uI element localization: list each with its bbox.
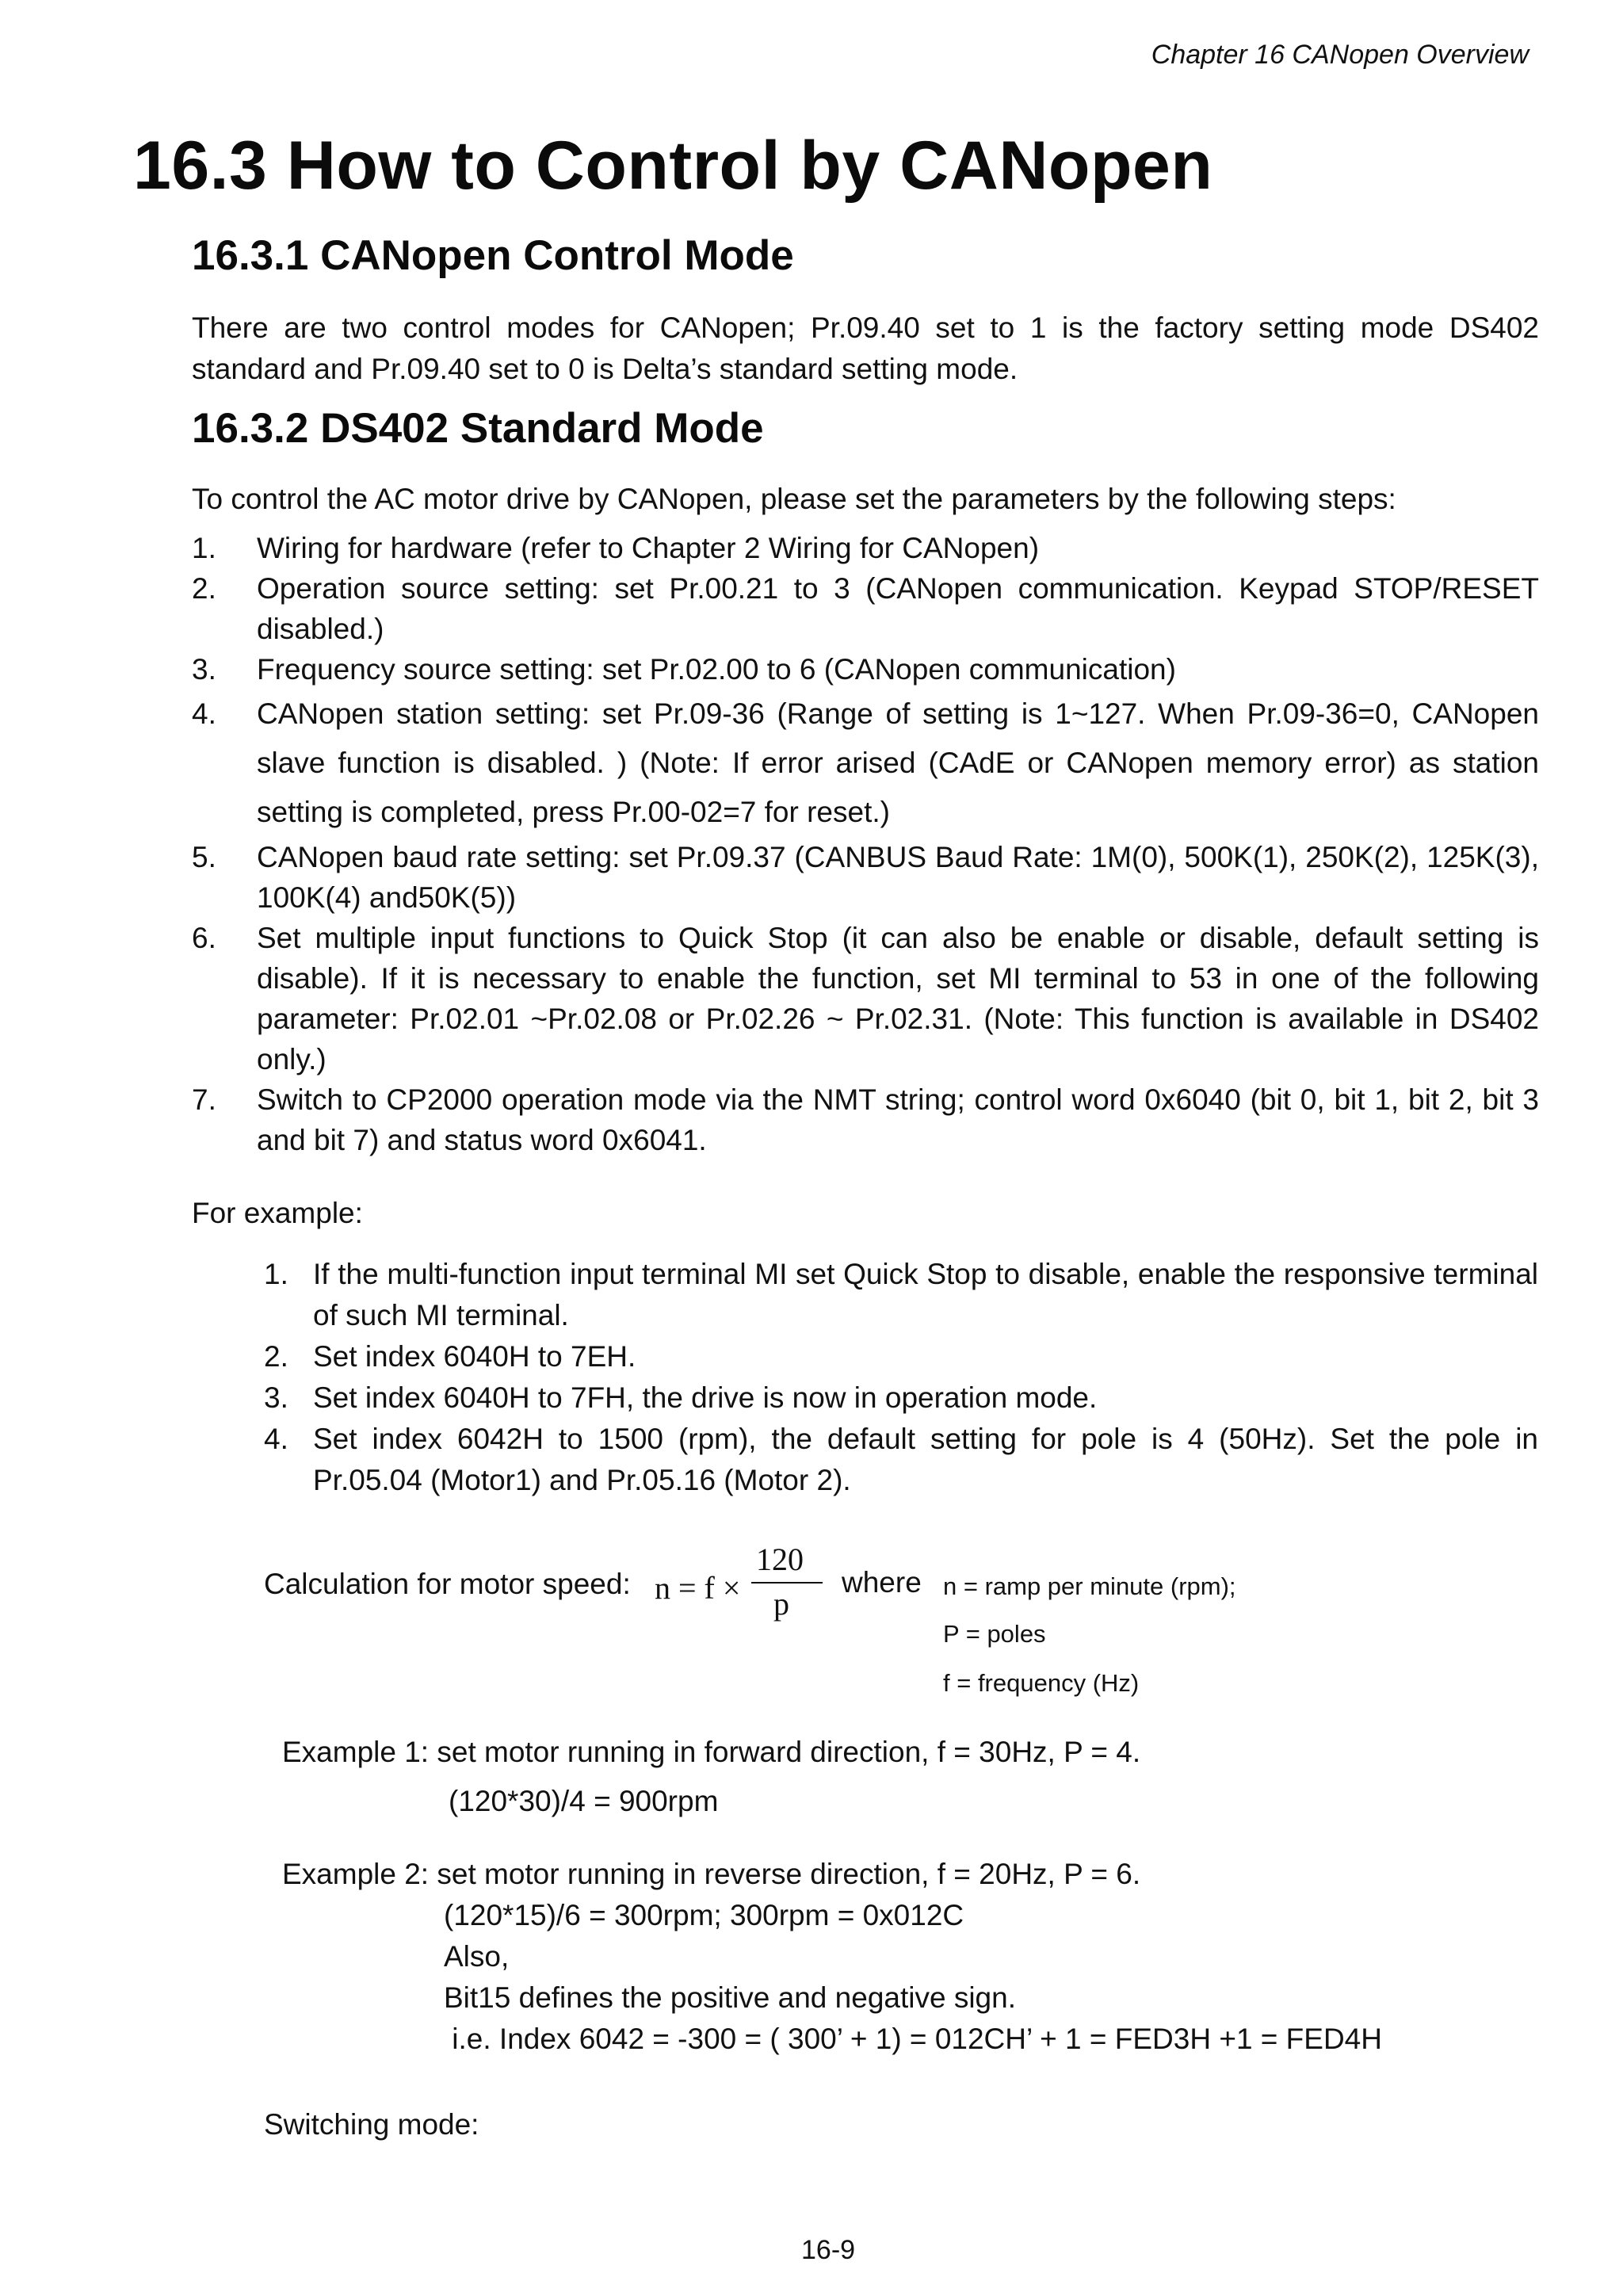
list-item — [264, 1377, 1538, 1419]
page-number: 16-9 — [801, 2235, 856, 2265]
control-mode-paragraph: There are two control modes for CANopen; Pr.09.40 set to 1 is the factory setting mode DS402 standard and Pr.09.40 set to 0 is Delta’s standard setting mode. — [192, 311, 1539, 385]
list-item — [264, 1419, 1538, 1501]
list-item — [264, 1336, 1538, 1377]
setup-steps-list — [192, 528, 1539, 1160]
list-item — [192, 568, 1539, 649]
for-example-label: For example: — [192, 1197, 363, 1229]
list-item — [192, 837, 1539, 918]
example-text: Set index 6042H to 1500 (rpm), the default setting for pole is 4 (50Hz). Set the pole in Pr.05.04 (Motor1) and Pr.05.16 (Motor 2). — [313, 1423, 1538, 1496]
example-number: 3. — [264, 1381, 288, 1414]
ds402-intro: To control the AC motor drive by CANopen, please set the parameters by the following steps: — [192, 483, 1396, 515]
formula-denominator: p — [773, 1586, 789, 1622]
step-text: CANopen station setting: set Pr.09-36 (Range of setting is 1~127. When Pr.09-36=0, CANopen slave function is disabled. ) (Note: If error arised (CAdE or CANopen memory error) as station setting is completed, press Pr.00-02=7 for reset.) — [257, 697, 1539, 828]
example2-line: Bit15 defines the positive and negative sign. — [444, 1981, 1016, 2014]
definition-frequency: f = frequency (Hz) — [943, 1669, 1140, 1697]
section-title: 16.3 How to Control by CANopen — [133, 128, 1213, 204]
example1-title: Example 1: set motor running in forward direction, f = 30Hz, P = 4. — [282, 1736, 1141, 1768]
example-number: 4. — [264, 1423, 288, 1455]
step-text: Operation source setting: set Pr.00.21 to 3 (CANopen communication. Keypad STOP/RESET disabled.) — [257, 572, 1539, 645]
list-item — [192, 649, 1539, 690]
subsection-title-ds402: 16.3.2 DS402 Standard Mode — [192, 405, 764, 452]
example-steps-list — [264, 1254, 1538, 1501]
list-item — [192, 1079, 1539, 1160]
formula-lhs: n = f × — [655, 1570, 741, 1606]
example-number: 1. — [264, 1258, 288, 1290]
step-text: Set multiple input functions to Quick Stop (it can also be enable or disable, default setting is disable). If it is necessary to enable the function, set MI terminal to 53 in one of the following parameter: Pr.02.01 ~Pr.02.08 or Pr.02.26 ~ Pr.02.31. (Note: This function is available in DS402 only.) — [257, 922, 1539, 1075]
list-item — [192, 690, 1539, 837]
step-text: Frequency source setting: set Pr.02.00 to 6 (CANopen communication) — [257, 653, 1176, 686]
list-item — [264, 1254, 1538, 1336]
step-text: Wiring for hardware (refer to Chapter 2 Wiring for CANopen) — [257, 532, 1040, 564]
formula-numerator: 120 — [756, 1541, 804, 1577]
list-item — [192, 528, 1539, 568]
switching-mode-label: Switching mode: — [264, 2108, 479, 2141]
motor-speed-formula — [655, 1541, 813, 1647]
definition-rpm: n = ramp per minute (rpm); — [943, 1572, 1236, 1600]
example2-line: (120*15)/6 = 300rpm; 300rpm = 0x012C — [444, 1899, 964, 1931]
formula-fraction-bar — [751, 1582, 823, 1584]
example-text: Set index 6040H to 7FH, the drive is now in operation mode. — [313, 1381, 1098, 1414]
step-number: 1. — [192, 532, 216, 564]
motor-speed-label: Calculation for motor speed: — [264, 1568, 631, 1600]
step-number: 6. — [192, 922, 216, 954]
step-number: 2. — [192, 572, 216, 605]
step-text: CANopen baud rate setting: set Pr.09.37 (CANBUS Baud Rate: 1M(0), 500K(1), 250K(2), 125K(3), 100K(4) and50K(5)) — [257, 841, 1539, 914]
step-number: 4. — [192, 697, 216, 730]
chapter-header: Chapter 16 CANopen Overview — [1151, 40, 1529, 70]
example2-line: i.e. Index 6042 = -300 = ( 300’ + 1) = 012CH’ + 1 = FED3H +1 = FED4H — [444, 2023, 1382, 2055]
example2-line: Also, — [444, 1940, 510, 1973]
example1-result: (120*30)/4 = 900rpm — [449, 1785, 719, 1817]
subsection-title-control-mode: 16.3.1 CANopen Control Mode — [192, 232, 794, 279]
example2-title: Example 2: set motor running in reverse direction, f = 20Hz, P = 6. — [282, 1858, 1141, 1890]
step-number: 7. — [192, 1083, 216, 1116]
example-text: Set index 6040H to 7EH. — [313, 1340, 636, 1373]
where-label: where — [842, 1566, 922, 1599]
step-text: Switch to CP2000 operation mode via the NMT string; control word 0x6040 (bit 0, bit 1, bit 2, bit 3 and bit 7) and status word 0x6041. — [257, 1083, 1539, 1156]
example-text: If the multi-function input terminal MI set Quick Stop to disable, enable the responsive terminal of such MI terminal. — [313, 1258, 1538, 1331]
step-number: 5. — [192, 841, 216, 873]
definition-poles: P = poles — [943, 1620, 1046, 1648]
step-number: 3. — [192, 653, 216, 686]
list-item — [192, 918, 1539, 1079]
example-number: 2. — [264, 1340, 288, 1373]
